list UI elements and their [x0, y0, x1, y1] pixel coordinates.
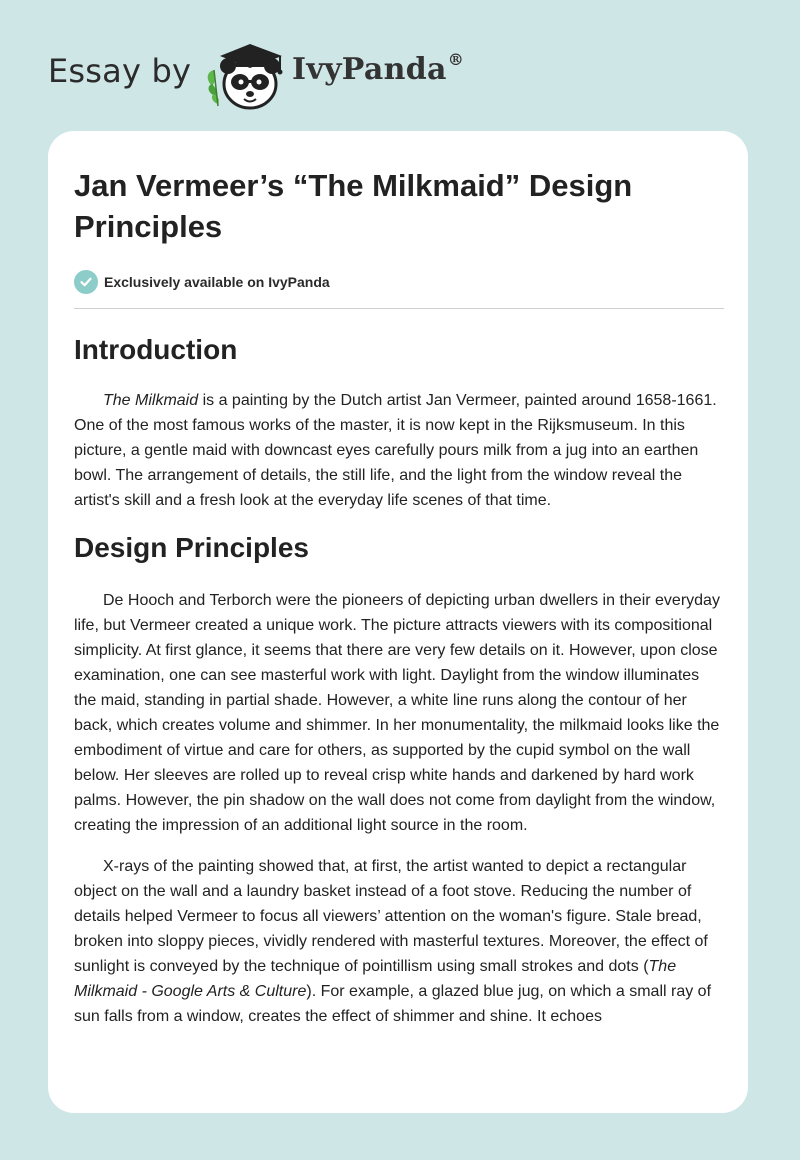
design-paragraph-2-text-after: ). For example, a glazed blue jug, on which a small ray of sun falls from a window, creates the effect of shimmer and shine. It echoes [74, 983, 712, 1025]
brand-name-text: IvyPanda [292, 52, 447, 87]
essay-content [74, 165, 724, 1029]
intro-paragraph-text: is a painting by the Dutch artist Jan Vermeer, painted around 1658-1661. One of the most famous works of the master, it is now kept in the Rijksmuseum. In this picture, a gentle maid with downcast eyes carefully pours milk from a jug into an earthen bowl. The arrangement of details, the still life, and the light from the window reveal the artist's skill and a fresh look at the everyday life scenes of that time. [74, 392, 717, 509]
painting-title: The Milkmaid [103, 392, 199, 409]
brand-name [292, 52, 464, 87]
essay-card [48, 131, 748, 1113]
registered-mark: ® [447, 50, 465, 69]
design-paragraph-2 [74, 854, 724, 1029]
page-title: Jan Vermeer’s “The Milkmaid” Design Principles [74, 168, 633, 244]
exclusive-label: Exclusively available on IvyPanda [104, 274, 330, 290]
check-circle-icon [74, 270, 98, 294]
intro-paragraph [74, 388, 724, 513]
section-heading-introduction: Introduction [74, 334, 238, 365]
brand-prefix: Essay by [48, 52, 192, 90]
design-paragraph-2-text-before: X-rays of the painting showed that, at first, the artist wanted to depict a rectangular object on the wall and a laundry basket instead of a foot stove. Reducing the number of details helped Vermeer to focus all viewers’ attention on the woman's figure. Stale bread, broken into sloppy pieces, vividly rendered with masterful textures. Moreover, the effect of sunlight is conveyed by the technique of pointillism using small strokes and dots ( [74, 858, 708, 975]
panda-logo-icon [198, 36, 290, 112]
exclusive-badge [74, 269, 724, 295]
citation: The Milkmaid - Google Arts & Culture [74, 958, 677, 1000]
design-paragraph-1: De Hooch and Terborch were the pioneers of depicting urban dwellers in their everyday life, but Vermeer created a unique work. The picture attracts viewers with its compositional simplicity. At first glance, it seems that there are very few details on it. However, upon close examination, one can see masterful work with light. Daylight from the window illuminates the maid, standing in partial shade. However, a white line runs along the contour of her back, which creates volume and shimmer. In her monumentality, the milkmaid looks like the embodiment of virtue and care for others, as supported by the cupid symbol on the wall below. Her sleeves are rolled up to reveal crisp white hands and darkened by hard work palms. However, the pin shadow on the wall does not come from daylight from the window, creating the impression of an additional light source in the room. [74, 592, 720, 834]
divider [74, 308, 724, 309]
checkmark-icon [79, 275, 93, 289]
section-heading-design-principles: Design Principles [74, 532, 309, 563]
site-header [48, 34, 488, 114]
